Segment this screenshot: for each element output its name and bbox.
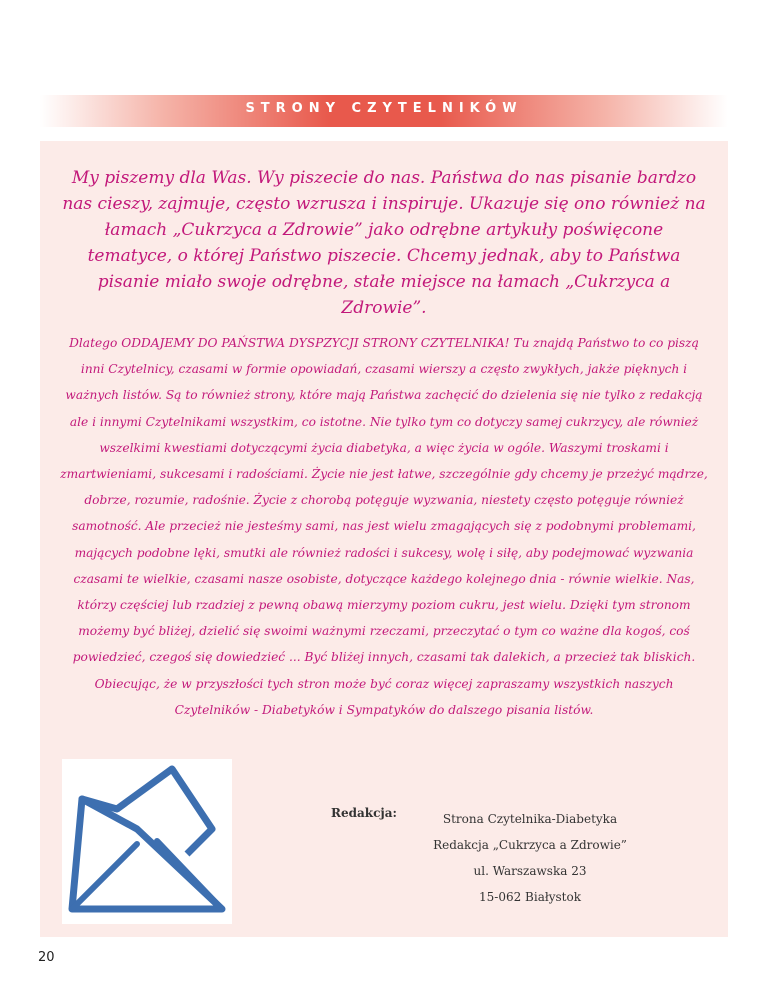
address-block bbox=[420, 806, 640, 910]
section-title: STRONY CZYTELNIKÓW bbox=[245, 101, 523, 116]
intro-paragraph: My piszemy dla Was. Wy piszecie do nas. Państwa do nas pisanie bardzo nas cieszy, zajmuje, często wzrusza i inspiruje. Ukazuje się ono również na łamach „Cukrzyca a Zdrowie” jako odrębne artykuły poświęcone tematyce, o której Państwo piszecie. Chcemy jednak, aby to Państwa pisanie miało swoje odrębne, stałe miejsce na łamach „Cukrzyca a Zdrowie”. bbox=[62, 168, 706, 318]
page-number: 20 bbox=[38, 950, 55, 965]
address-line-3: ul. Warszawska 23 bbox=[473, 864, 587, 878]
address-line-4: 15-062 Białystok bbox=[479, 890, 581, 904]
address-line-1: Strona Czytelnika-Diabetyka bbox=[442, 812, 618, 826]
editorial-label: Redakcja: bbox=[331, 806, 397, 820]
body-paragraph: Dlatego ODDAJEMY DO PAŃSTWA DYSPZYCJI STRONY CZYTELNIKA! Tu znajdą Państwo to co piszą inni Czytelnicy, czasami w formie opowiadań, czasami wierszy a często zwykłych, jakże pięknych i ważnych listów. Są to również strony, które mają Państwa zachęcić do dzielenia się nie tylko z redakcją ale i innymi Czytelnikami wszystkim, co istotne. Nie tylko tym co dotyczy samej cukrzycy, ale również wszelkimi kwestiami dotyczącymi życia diabetyka, a więc życia w ogóle. Waszymi troskami i zmartwieniami, sukcesami i radościami. Życie nie jest łatwe, szczególnie gdy chcemy je przeżyć mądrze, dobrze, rozumie, radośnie. Życie z chorobą potęguje wyzwania, niestety często potęguje również samotność. Ale przecież nie jesteśmy sami, nas jest wielu zmagających się z podobnymi problemami, mających podobne lęki, smutki ale również radości i sukcesy, wolę i siłę, aby podejmować wyzwania czasami te wielkie, czasami nasze osobiste, dotyczące każdego kolejnego dnia - równie wielkie. Nas, którzy częściej lub rzadziej z pewną obawą mierzymy poziom cukru, jest wielu. Dzięki tym stronom możemy być bliżej, dzielić się swoimi ważnymi rzeczami, przeczytać o tym co ważne dla kogoś, coś powiedzieć, czegoś się dowiedzieć ... Być bliżej innych, czasami tak dalekich, a przecież tak bliskich. Obiecując, że w przyszłości tych stron może być coraz więcej zapraszamy wszystkich naszych Czytelników - Diabetyków i Sympatyków do dalszego pisania listów. bbox=[60, 336, 708, 717]
address-line-2: Redakcja „Cukrzyca a Zdrowie” bbox=[433, 838, 627, 852]
envelope-icon bbox=[62, 759, 232, 924]
